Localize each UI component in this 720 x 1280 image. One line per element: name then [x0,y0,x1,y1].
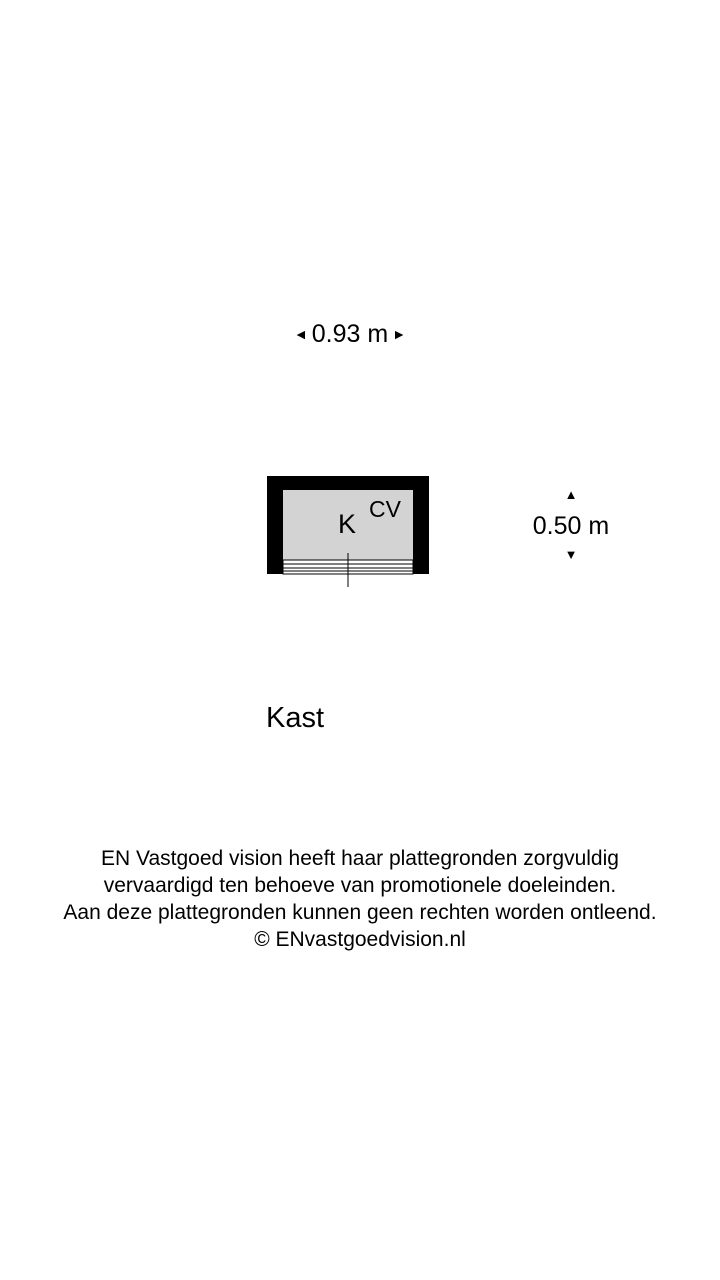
floorplan-room [262,470,438,596]
room-name: Kast [266,702,325,734]
height-dimension [520,486,622,566]
width-dimension-label: 0.93 m [311,319,389,348]
up-arrow-icon: ▲ [564,487,578,502]
height-dimension-label: 0.50 m [532,512,610,540]
down-arrow-icon: ▼ [564,547,578,562]
room-label-k: K [338,509,357,539]
disclaimer-line: vervaardigd ten behoeve van promotionele doeleinden. [103,874,617,897]
width-dimension [280,316,420,352]
disclaimer-line: EN Vastgoed vision heeft haar plattegronden zorgvuldig [101,847,619,870]
right-arrow-icon: ► [392,326,407,342]
room-label-cv: CV [369,496,401,522]
disclaimer [0,845,720,953]
disclaimer-line: © ENvastgoedvision.nl [254,928,466,951]
left-arrow-icon: ◄ [293,326,308,342]
disclaimer-line: Aan deze plattegronden kunnen geen rechten worden ontleend. [63,901,657,924]
